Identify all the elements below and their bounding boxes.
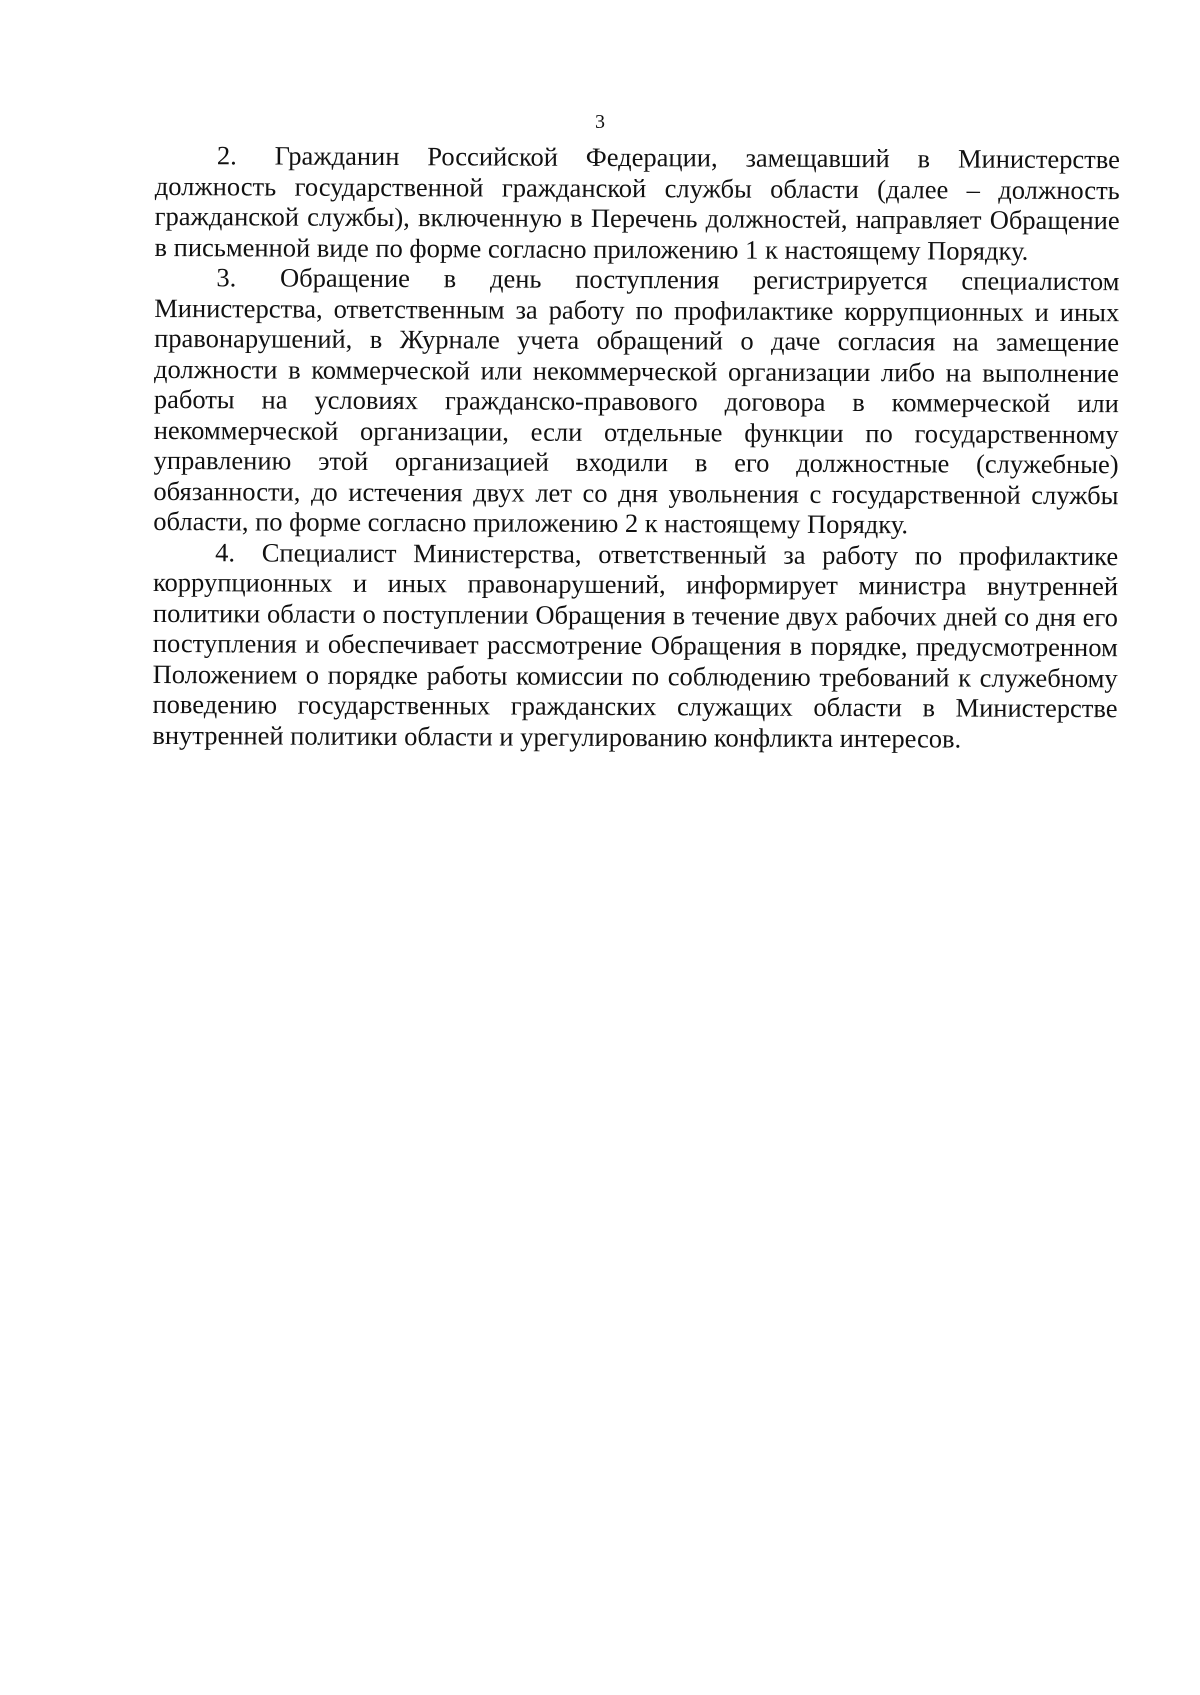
paragraph-text: Гражданин Российской Федерации, замещавший в Министерстве должность государственной гражданской службы области (далее – должность гражданской службы), включенную в Перечень должностей, направляет Обращение в письменной виде по форме согласно приложению 1 к настоящему Порядку. xyxy=(154,140,1120,266)
document-body xyxy=(152,140,1120,754)
paragraph-3 xyxy=(153,262,1119,541)
paragraph-number: 4. xyxy=(215,536,236,567)
paragraph-text: Специалист Министерства, ответственный за работу по профилактике коррупционных и иных правонарушений, информирует министра внутренней политики области о поступлении Обращения в течение двух рабочих дней со дня его поступления и обеспечивает рассмотрение Обращения в порядке, предусмотренном Положением о порядке работы комиссии по соблюдению требований к служебному поведению государственных гражданских служащих области в Министерстве внутренней политики области и урегулированию конфликта интересов. xyxy=(152,536,1119,754)
paragraph-4 xyxy=(152,536,1118,754)
page-number: 3 xyxy=(595,111,605,133)
paragraph-2 xyxy=(154,140,1120,266)
paragraph-number: 2. xyxy=(216,140,237,171)
paragraph-text: Обращение в день поступления регистрируется специалистом Министерства, ответственным за работу по профилактике коррупционных и иных правонарушений, в Журнале учета обращений о даче согласия на замещение должности в коммерческой или некоммерческой организации либо на выполнение работы на условиях гражданско-правового договора в коммерческой или некоммерческой организации, если отдельные функции по государственному управлению этой организацией входили в его должностные (служебные) обязанности, до истечения двух лет со дня увольнения с государственной службы области, по форме согласно приложению 2 к настоящему Порядку. xyxy=(153,262,1120,540)
paragraph-number: 3. xyxy=(216,262,237,293)
